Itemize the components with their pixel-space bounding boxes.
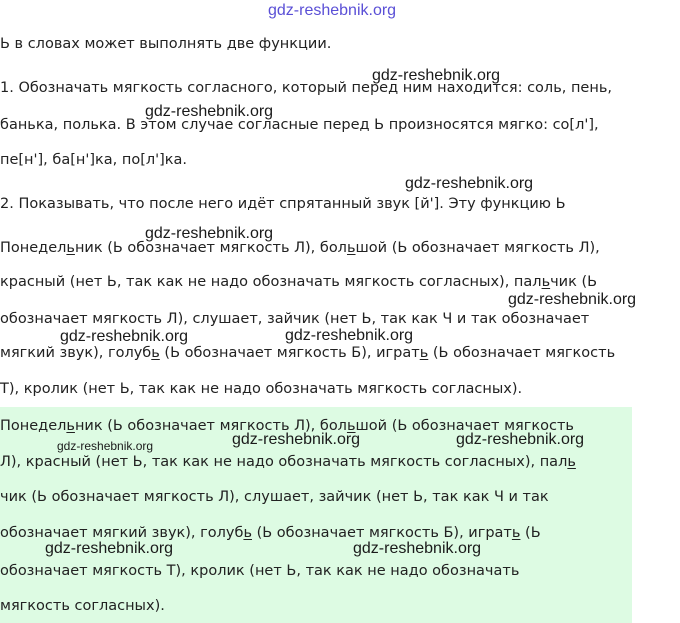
watermark: gdz-reshebnik.org: [45, 540, 174, 557]
paragraph-function-1-cont: банька, полька. В этом случае согласные перед Ь произносятся мягко: со[л'],: [0, 117, 599, 133]
watermark: gdz-reshebnik.org: [60, 328, 189, 345]
watermark: gdz-reshebnik.org: [145, 103, 274, 120]
answer-line-5: обозначает мягкость Т), кролик (нет Ь, так как не надо обозначать: [0, 563, 520, 579]
watermark: gdz-reshebnik.org: [145, 225, 274, 242]
example-line-1: Понедельник (Ь обозначает мягкость Л), большой (Ь обозначает мягкость Л),: [0, 240, 600, 256]
paragraph-function-1-end: пе[н'], ба[н']ка, по[л']ка.: [0, 152, 188, 168]
answer-line-3: чик (Ь обозначает мягкость Л), слушает, зайчик (нет Ь, так как Ч и так: [0, 489, 549, 505]
watermark: gdz-reshebnik.org: [456, 431, 585, 448]
watermark: gdz-reshebnik.org: [232, 431, 361, 448]
answer-line-4: обозначает мягкий звук), голубь (Ь обозначает мягкость Б), играть (Ь: [0, 525, 541, 541]
example-line-2: красный (нет Ь, так как не надо обозначать мягкость согласных), пальчик (Ь: [0, 274, 598, 290]
paragraph-function-1: 1. Обозначать мягкость согласного, который перед ним находится: соль, пень,: [0, 80, 612, 96]
watermark: gdz-reshebnik.org: [372, 67, 501, 84]
answer-line-2: Л), красный (нет Ь, так как не надо обозначать мягкость согласных), паль: [0, 454, 576, 470]
watermark: gdz-reshebnik.org: [508, 291, 637, 308]
example-line-5: Т), кролик (нет Ь, так как не надо обозначать мягкость согласных).: [0, 381, 523, 397]
watermark: gdz-reshebnik.org: [353, 540, 482, 557]
watermark: gdz-reshebnik.org: [285, 327, 414, 344]
watermark-top: gdz-reshebnik.org: [268, 2, 397, 19]
answer-line-6: мягкость согласных).: [0, 598, 165, 614]
paragraph-function-2: 2. Показывать, что после него идёт спрятанный звук [й']. Эту функцию Ь: [0, 196, 566, 212]
example-line-3: обозначает мягкость Л), слушает, зайчик (нет Ь, так как Ч и так обозначает: [0, 311, 590, 327]
watermark: gdz-reshebnik.org: [405, 175, 534, 192]
paragraph-intro: Ь в словах может выполнять две функции.: [0, 36, 332, 52]
example-line-4: мягкий звук), голубь (Ь обозначает мягкость Б), играть (Ь обозначает мягкость: [0, 345, 616, 361]
watermark: gdz-reshebnik.org: [57, 439, 154, 453]
answer-line-1: Понедельник (Ь обозначает мягкость Л), большой (Ь обозначает мягкость: [0, 418, 574, 434]
